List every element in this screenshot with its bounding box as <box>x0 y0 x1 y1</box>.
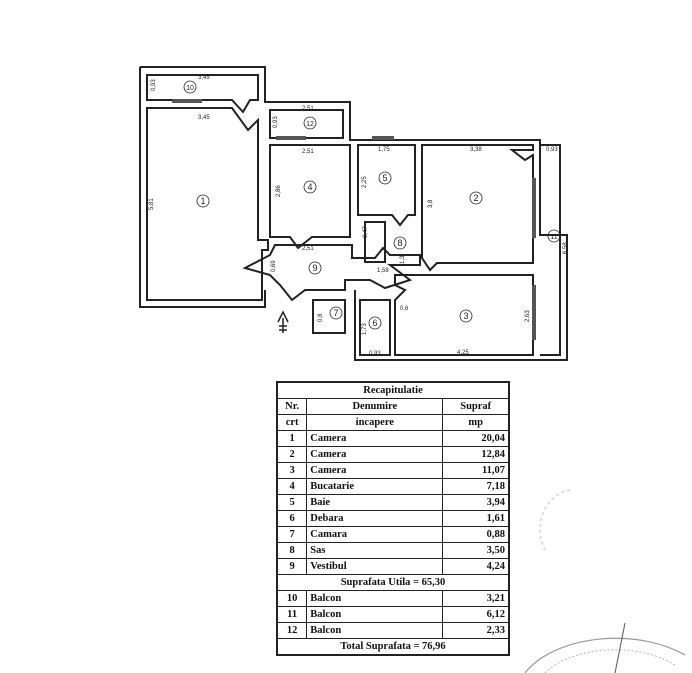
dim-label: 0,47 <box>363 226 369 238</box>
dim-label: 0,93 <box>369 351 381 357</box>
dim-label: 3,45 <box>198 115 210 121</box>
room-4-label: 4 <box>307 182 313 192</box>
wall-room-1-inner <box>147 108 268 300</box>
dim-label: 3,38 <box>470 147 482 153</box>
row-nr: 7 <box>277 527 307 543</box>
dim-label: 1,75 <box>378 147 390 153</box>
dim-label: 3,45 <box>198 75 210 81</box>
row-name: Debara <box>307 511 443 527</box>
header-nr: Nr. <box>277 399 307 415</box>
dim-label: 3,8 <box>428 199 434 208</box>
row-area: 3,21 <box>443 591 509 607</box>
row-nr: 6 <box>277 511 307 527</box>
table-title: Recapitulatie <box>277 382 509 399</box>
header-area-sub: mp <box>443 415 509 431</box>
table-row <box>277 591 509 607</box>
room-8-label: 8 <box>397 238 403 248</box>
row-nr: 4 <box>277 479 307 495</box>
row-name: Sas <box>307 543 443 559</box>
row-name: Balcon <box>307 607 443 623</box>
room-7-label: 7 <box>333 308 339 318</box>
dim-label: 0,8 <box>318 313 324 322</box>
room-6-label: 6 <box>372 318 378 328</box>
table-row <box>277 431 509 447</box>
row-area: 7,18 <box>443 479 509 495</box>
row-area: 11,07 <box>443 463 509 479</box>
row-nr: 10 <box>277 591 307 607</box>
dim-label: 0,93 <box>273 116 279 128</box>
room-9-label: 9 <box>312 263 318 273</box>
row-name: Baie <box>307 495 443 511</box>
room-2-label: 2 <box>473 193 479 203</box>
row-name: Camera <box>307 447 443 463</box>
room-5-label: 5 <box>382 173 388 183</box>
certification-stamp-icon <box>515 615 692 673</box>
row-area: 1,61 <box>443 511 509 527</box>
table-row <box>277 623 509 639</box>
row-name: Camera <box>307 431 443 447</box>
total-row: Total Suprafata = 76,96 <box>277 639 509 656</box>
window-room-5 <box>372 136 394 140</box>
header-name: Denumire <box>307 399 443 415</box>
header-nr-sub: crt <box>277 415 307 431</box>
row-nr: 12 <box>277 623 307 639</box>
table-row <box>277 607 509 623</box>
dim-label: 1,73 <box>362 323 368 335</box>
recap-table <box>276 381 510 656</box>
dim-label: 4,25 <box>457 350 469 356</box>
row-area: 0,88 <box>443 527 509 543</box>
row-name: Camara <box>307 527 443 543</box>
entrance-arrow-icon <box>278 312 288 333</box>
dim-label: 1,3 <box>400 255 406 264</box>
dim-label: 0,93 <box>151 79 157 91</box>
table-row <box>277 479 509 495</box>
header-name-sub: incapere <box>307 415 443 431</box>
window-room-2 <box>532 178 536 238</box>
dim-label: 2,51 <box>302 246 314 252</box>
row-name: Bucatarie <box>307 479 443 495</box>
row-nr: 5 <box>277 495 307 511</box>
row-nr: 11 <box>277 607 307 623</box>
wall-room-2 <box>422 145 533 270</box>
table-row <box>277 527 509 543</box>
room-10-label: 10 <box>186 85 194 92</box>
row-name: Vestibul <box>307 559 443 575</box>
window-room-4 <box>276 136 306 140</box>
wall-room-4 <box>270 145 350 248</box>
row-name: Balcon <box>307 591 443 607</box>
row-nr: 2 <box>277 447 307 463</box>
row-name: Balcon <box>307 623 443 639</box>
row-nr: 9 <box>277 559 307 575</box>
room-1-label: 1 <box>200 196 206 206</box>
dim-label: 0,69 <box>271 260 277 272</box>
window-room-3 <box>532 285 536 340</box>
dim-label: 2,51 <box>302 106 314 112</box>
table-row <box>277 543 509 559</box>
dim-label: 0,6 <box>400 306 409 312</box>
room-12-label: 12 <box>306 121 314 128</box>
row-area: 3,94 <box>443 495 509 511</box>
dim-label: 0,93 <box>546 147 558 153</box>
dim-label: 2,86 <box>276 185 282 197</box>
table-row <box>277 447 509 463</box>
dim-label: 1,58 <box>377 268 389 274</box>
dim-label: 2,51 <box>302 149 314 155</box>
header-area: Supraf <box>443 399 509 415</box>
row-area: 6,12 <box>443 607 509 623</box>
table-row <box>277 463 509 479</box>
wall-room-1 <box>140 67 567 360</box>
row-area: 4,24 <box>443 559 509 575</box>
subtotal-row: Suprafata Utila = 65,30 <box>277 575 509 591</box>
wall-balcony-11 <box>540 145 560 355</box>
table-row <box>277 495 509 511</box>
row-nr: 3 <box>277 463 307 479</box>
table-row <box>277 559 509 575</box>
dim-label: 5,81 <box>149 198 155 210</box>
row-nr: 1 <box>277 431 307 447</box>
row-area: 20,04 <box>443 431 509 447</box>
row-nr: 8 <box>277 543 307 559</box>
dim-label: 6,58 <box>563 242 569 254</box>
faint-stamp-icon <box>530 480 610 570</box>
room-11-label: 11 <box>550 234 558 241</box>
row-name: Camera <box>307 463 443 479</box>
room-3-label: 3 <box>463 311 469 321</box>
row-area: 3,50 <box>443 543 509 559</box>
wall-left <box>140 67 265 307</box>
dim-label: 2,63 <box>525 310 531 322</box>
dim-label: 2,25 <box>362 176 368 188</box>
row-area: 12,84 <box>443 447 509 463</box>
window-balcony-10 <box>172 99 202 103</box>
row-area: 2,33 <box>443 623 509 639</box>
table-row <box>277 511 509 527</box>
